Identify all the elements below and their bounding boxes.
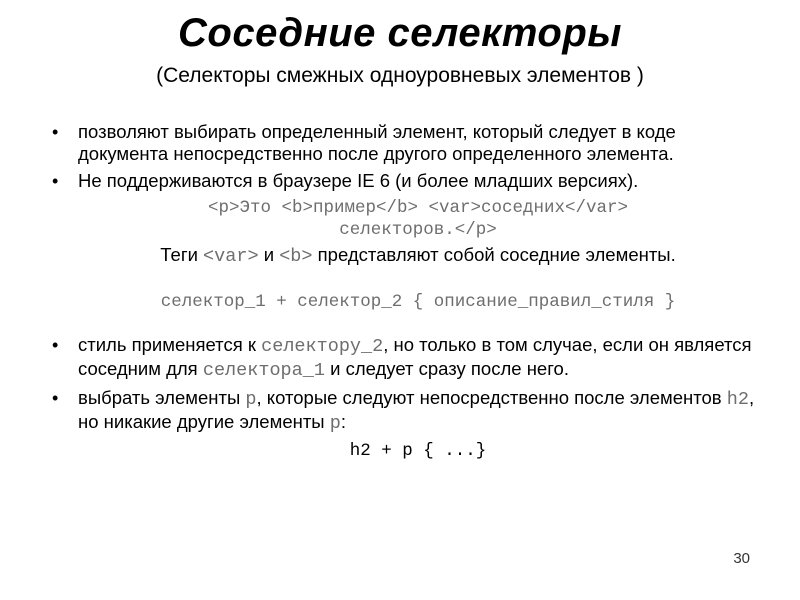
css-example: h2 + p { ...} bbox=[349, 441, 487, 461]
rule-syntax: селектор_1 + селектор_2 { описание_правил_стиля } bbox=[160, 292, 676, 312]
bullet-3-part-3: и следует сразу после него. bbox=[324, 358, 569, 379]
html-example bbox=[50, 197, 760, 241]
tags-middle: и bbox=[258, 244, 280, 265]
page-number: 30 bbox=[733, 550, 750, 567]
tag-var-code: <var> bbox=[203, 246, 259, 267]
bullet-3-code-selector2: селектору_2 bbox=[261, 336, 384, 357]
tags-suffix: представляют собой соседние элементы. bbox=[312, 244, 676, 265]
tag-b-code: <b> bbox=[279, 246, 313, 267]
bullet-4-part-4: : bbox=[340, 411, 346, 432]
bullet-item-4 bbox=[50, 387, 760, 435]
html-example-line-1: <p>Это <b>пример</b> <var>соседних</var> bbox=[207, 198, 629, 218]
slide-title: Соседние селекторы bbox=[178, 11, 622, 55]
bullet-3-part-2: , но только в том случае, если он является соседним для bbox=[78, 334, 752, 379]
tags-prefix: Теги bbox=[160, 244, 204, 265]
bullet-3-part-1: стиль применяется к bbox=[78, 334, 262, 355]
slide-subtitle: (Селекторы смежных одноуровневых элементов ) bbox=[156, 64, 644, 87]
bullet-4-part-1: выбрать элементы bbox=[78, 387, 246, 408]
bullet-item-1 bbox=[50, 121, 760, 165]
bullet-3-code-selector1: селектора_1 bbox=[202, 360, 325, 381]
bullet-4-part-3: , но никакие другие элементы bbox=[78, 387, 755, 432]
bullet-4-code-p-2: p bbox=[329, 413, 341, 434]
bullet-2-text: Не поддерживаются в браузере IE 6 (и более младших версиях). bbox=[78, 170, 639, 191]
bullet-1-text: позволяют выбирать определенный элемент, который следует в коде документа непосредственно после другого определенного элемента. bbox=[78, 121, 676, 164]
bullet-item-2 bbox=[50, 170, 760, 192]
tags-explanation bbox=[50, 244, 760, 268]
slide-content bbox=[50, 121, 760, 462]
bullet-4-code-p: p bbox=[245, 389, 257, 410]
bullet-4-code-h2: h2 bbox=[726, 389, 749, 410]
html-example-line-2: селекторов.</p> bbox=[339, 220, 497, 240]
bullet-4-part-2: , которые следуют непосредственно после элементов bbox=[256, 387, 727, 408]
bullet-item-3 bbox=[50, 334, 760, 382]
